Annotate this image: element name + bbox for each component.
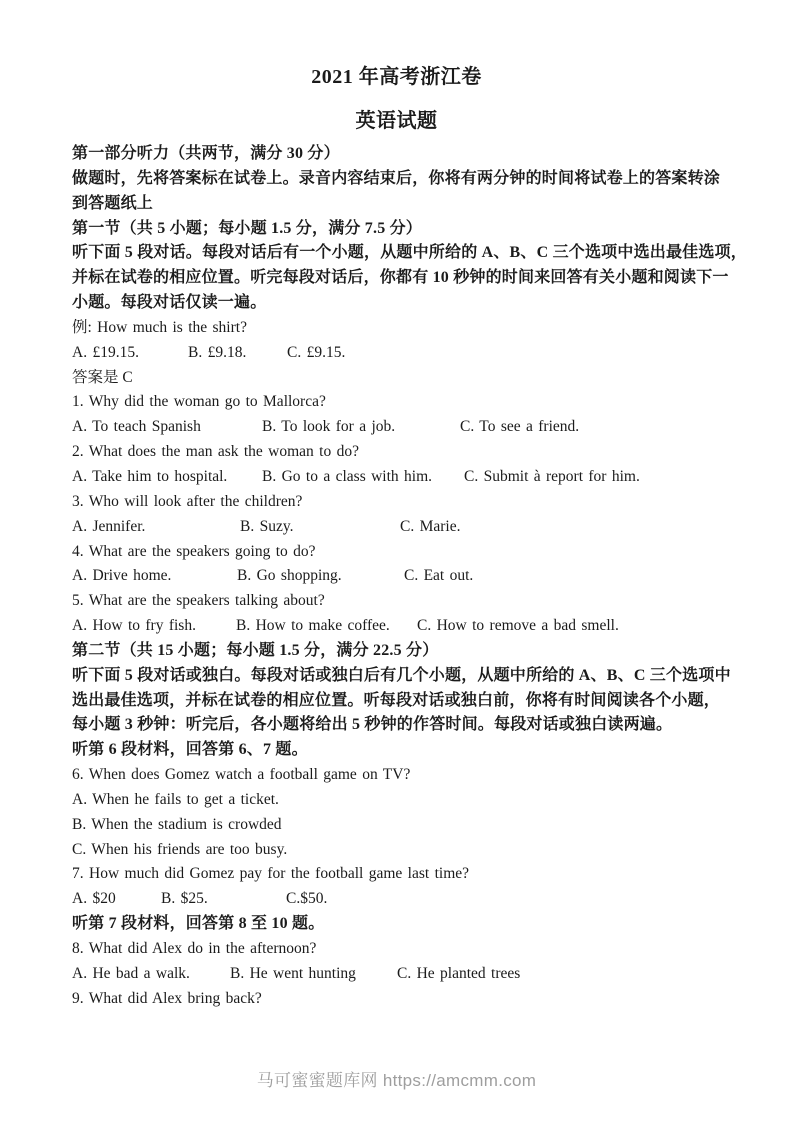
example-answer: 答案是 C (72, 368, 133, 386)
section2-instruction-line: 每小题 3 秒钟：听完后，各小题将给出 5 秒钟的作答时间。每段对话或独白读两遍。 (72, 716, 673, 734)
question-stem: 6. When does Gomez watch a football game on TV? (72, 766, 411, 784)
question-stem: 5. What are the speakers talking about? (72, 592, 325, 610)
option-c: C. How to remove a bad smell. (417, 617, 619, 635)
option-c: C. Marie. (400, 517, 461, 535)
question-stem: 8. What did Alex do in the afternoon? (72, 940, 317, 957)
options-row (72, 515, 721, 540)
example-options-row (72, 341, 721, 366)
question-stem: 9. What did Alex bring back? (72, 989, 262, 1007)
option-b: B. Go to a class with him. (262, 467, 433, 485)
example-prompt: 例: How much is the shirt? (72, 318, 247, 336)
option-c: C. Submit à report for him. (464, 467, 640, 485)
option-c: C. To see a friend. (460, 418, 580, 436)
watermark-footer: 马可蜜蜜题库网 https://amcmm.com (256, 1071, 537, 1090)
option-a: A. Drive home. (72, 567, 172, 585)
option-c: C. Eat out. (404, 567, 474, 585)
options-row (72, 564, 721, 589)
option-b: B. Go shopping. (237, 567, 342, 585)
part1-heading: 第一部分听力（共两节，满分 30 分） (72, 145, 340, 162)
section2-heading: 第二节（共 15 小题；每小题 1.5 分，满分 22.5 分） (72, 641, 439, 659)
options-row (72, 415, 721, 440)
section1-instruction-line: 并标在试卷的相应位置。听完每段对话后，你都有 10 秒钟的时间来回答有关小题和阅读下一 (72, 269, 729, 287)
option-a: A. $20 (72, 890, 116, 908)
material6-heading: 听第 6 段材料，回答第 6、7 题。 (72, 741, 308, 759)
question-stem: 2. What does the man ask the woman to do? (72, 443, 359, 461)
option-a: A. To teach Spanish (72, 418, 201, 436)
part1-intro-line: 做题时，先将答案标在试卷上。录音内容结束后，你将有两分钟的时间将试卷上的答案转涂 (72, 169, 721, 187)
exam-content (72, 62, 747, 1012)
question-stem: 1. Why did the woman go to Mallorca? (72, 393, 326, 411)
option-a: A. Jennifer. (72, 517, 146, 535)
part1-intro-line: 到答题纸上 (72, 194, 154, 212)
option-line-a: A. When he fails to get a ticket. (72, 790, 279, 808)
example-option-c: C. £9.15. (287, 343, 346, 361)
question-stem: 3. Who will look after the children? (72, 492, 303, 510)
page-subtitle: 英语试题 (355, 110, 438, 132)
material7-heading: 听第 7 段材料，回答第 8 至 10 题。 (72, 915, 325, 933)
option-b: B. He went hunting (230, 964, 356, 982)
option-a: A. How to fry fish. (72, 617, 196, 635)
example-option-b: B. £9.18. (188, 343, 247, 361)
option-b: B. How to make coffee. (236, 617, 390, 635)
option-b: B. To look for a job. (262, 418, 396, 436)
option-c: C.$50. (286, 890, 328, 908)
question-stem: 7. How much did Gomez pay for the football game last time? (72, 865, 470, 883)
exam-body (72, 142, 747, 1012)
section2-instruction-line: 听下面 5 段对话或独白。每段对话或独白后有几个小题，从题中所给的 A、B、C 三个选项中 (72, 666, 731, 684)
example-option-a: A. £19.15. (72, 343, 139, 361)
question-stem: 4. What are the speakers going to do? (72, 542, 316, 560)
option-b: B. $25. (161, 890, 208, 908)
option-b: B. Suzy. (240, 517, 294, 535)
page-title: 2021 年高考浙江卷 (311, 66, 482, 88)
options-row (72, 962, 721, 987)
option-line-c: C. When his friends are too busy. (72, 840, 288, 858)
options-row (72, 465, 721, 490)
section2-instruction-line: 选出最佳选项，并标在试卷的相应位置。听每段对话或独白前，你将有时间阅读各个小题， (72, 691, 721, 709)
section1-instruction-line: 小题。每段对话仅读一遍。 (72, 294, 267, 312)
option-a: A. He bad a walk. (72, 964, 190, 982)
option-line-b: B. When the stadium is crowded (72, 815, 282, 833)
options-row (72, 614, 721, 639)
options-row (72, 887, 721, 912)
option-c: C. He planted trees (397, 964, 521, 982)
option-a: A. Take him to hospital. (72, 467, 228, 485)
section1-instruction-line: 听下面 5 段对话。每段对话后有一个小题，从题中所给的 A、B、C 三个选项中选出最佳选项， (72, 244, 747, 262)
section1-heading: 第一节（共 5 小题；每小题 1.5 分，满分 7.5 分） (72, 219, 423, 237)
